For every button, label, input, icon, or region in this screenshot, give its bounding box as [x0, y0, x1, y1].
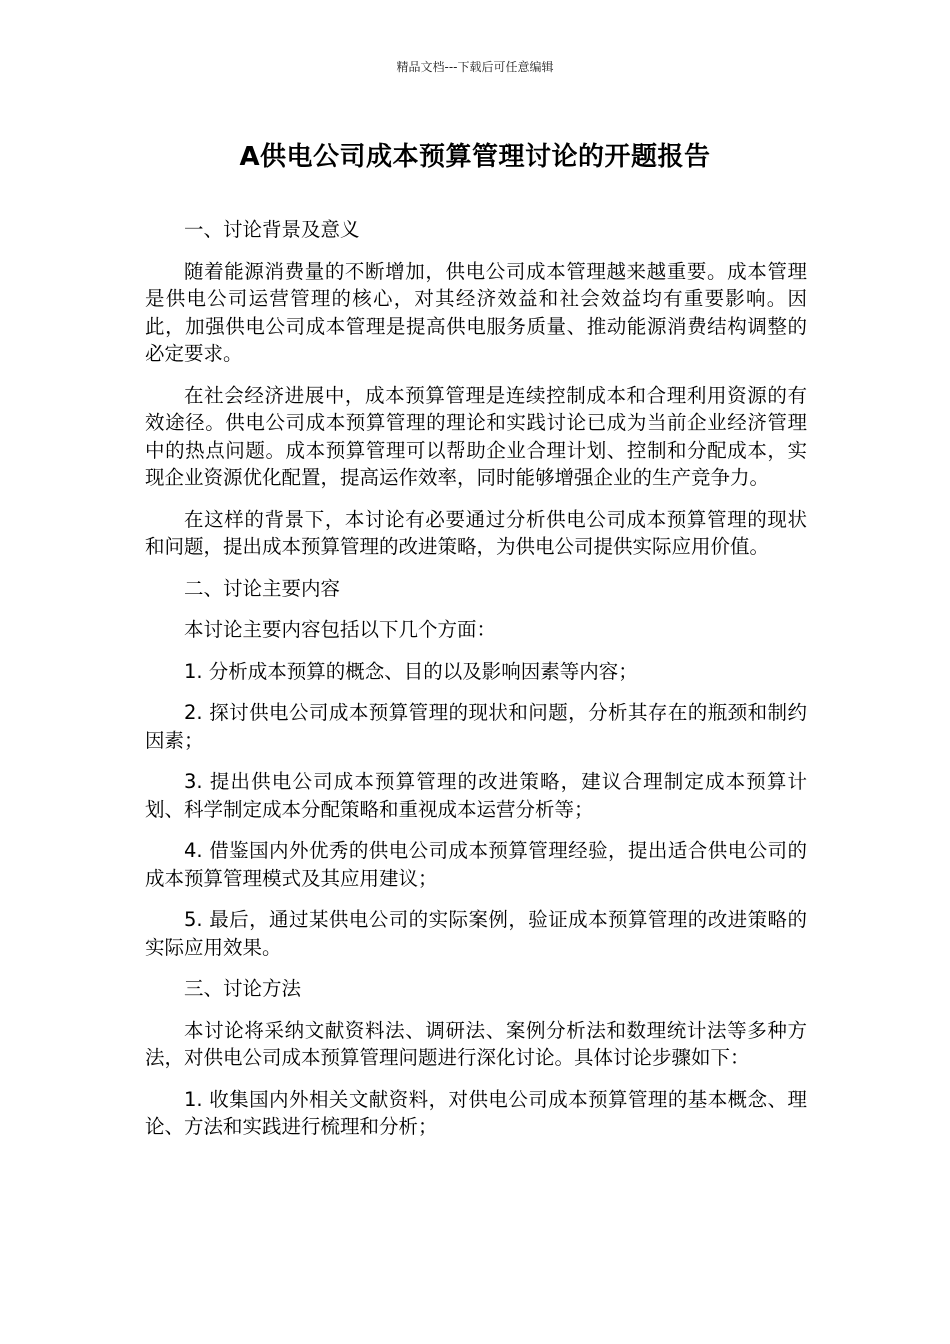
paragraph: 本讨论将采纳文献资料法、调研法、案例分析法和数理统计法等多种方法，对供电公司成本预算管理问题进行深化讨论。具体讨论步骤如下： [145, 1018, 807, 1069]
section-heading: 三、讨论方法 [184, 977, 302, 1000]
section-heading: 一、讨论背景及意义 [184, 218, 360, 241]
page-header: 精品文档---下载后可任意编辑 [396, 60, 554, 74]
document-title: A供电公司成本预算管理讨论的开题报告 [239, 142, 711, 172]
paragraph: 本讨论主要内容包括以下几个方面： [184, 618, 497, 641]
paragraph: 随着能源消费量的不断增加，供电公司成本管理越来越重要。成本管理是供电公司运营管理的核心，对其经济效益和社会效益均有重要影响。因此，加强供电公司成本管理是提高供电服务质量、推动能源消费结构调整的必定要求。 [145, 259, 807, 365]
list-item: 1. 分析成本预算的概念、目的以及影响因素等内容； [184, 659, 638, 683]
paragraph: 在社会经济进展中，成本预算管理是连续控制成本和合理利用资源的有效途径。供电公司成本预算管理的理论和实践讨论已成为当前企业经济管理中的热点问题。成本预算管理可以帮助企业合理计划、控制和分配成本，实现企业资源优化配置，提高运作效率，同时能够增强企业的生产竞争力。 [145, 383, 807, 489]
list-item: 4. 借鉴国内外优秀的供电公司成本预算管理经验，提出适合供电公司的成本预算管理模式及其应用建议； [145, 839, 807, 890]
list-item: 3. 提出供电公司成本预算管理的改进策略，建议合理制定成本预算计划、科学制定成本分配策略和重视成本运营分析等； [145, 770, 807, 821]
list-item: 5. 最后，通过某供电公司的实际案例，验证成本预算管理的改进策略的实际应用效果。 [145, 908, 807, 959]
section-heading: 二、讨论主要内容 [184, 576, 341, 600]
paragraph: 在这样的背景下，本讨论有必要通过分析供电公司成本预算管理的现状和问题，提出成本预算管理的改进策略，为供电公司提供实际应用价值。 [145, 507, 807, 558]
list-item: 1. 收集国内外相关文献资料，对供电公司成本预算管理的基本概念、理论、方法和实践进行梳理和分析； [145, 1087, 807, 1138]
list-item: 2. 探讨供电公司成本预算管理的现状和问题，分析其存在的瓶颈和制约因素； [145, 701, 807, 752]
document-body [145, 216, 807, 1155]
